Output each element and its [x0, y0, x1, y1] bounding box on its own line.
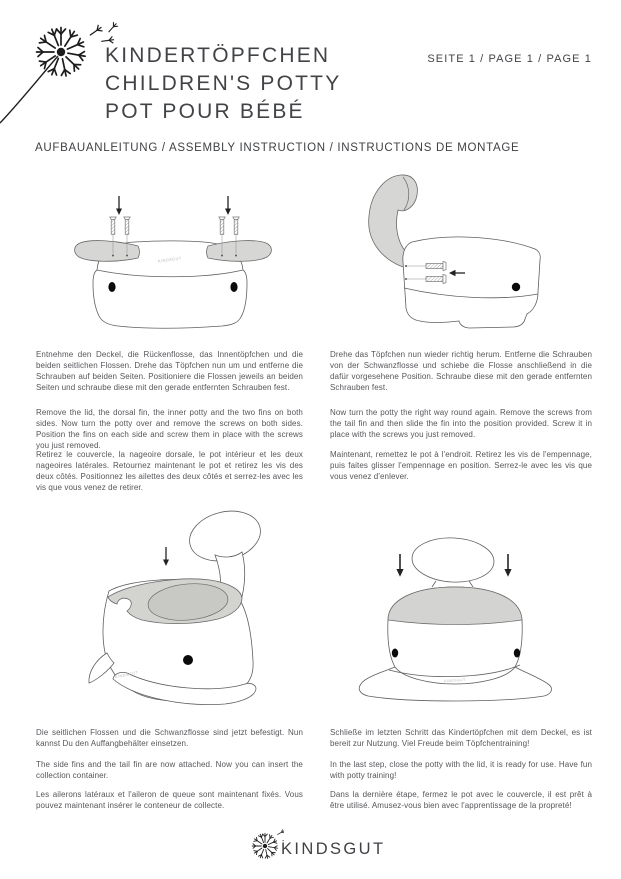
step2-text-fr: Maintenant, remettez le pot à l'endroit. Retirez les vis de l'empennage, puis faites glisser l'empennage en position. Serrez-le avec les vis que vous venez d'enlever. — [330, 450, 592, 481]
lid-dome — [388, 587, 522, 625]
step1-text-de: Entnehme den Deckel, die Rückenflosse, das Innentöpfchen und die beiden seitlichen Flossen. Drehe das Töpfchen nun um und entferne die Schrauben auf beiden Seiten. Positioniere die Flossen jeweils an beiden Seiten und schraube diese mit den gerade entfernten Schrauben fest. — [36, 350, 303, 392]
illustration-step3-insert-container — [75, 505, 295, 715]
step1-text-en: Remove the lid, the dorsal fin, the inner potty and the two fins on both sides. Now turn the potty over and remove the screws on both sides. Position the fins on each side and screw them in place with the screws you just removed. — [36, 408, 303, 450]
dandelion-stem — [0, 56, 58, 123]
arrow-down-icon — [116, 196, 122, 215]
step4-text-de: Schließe im letzten Schritt das Kindertöpfchen mit dem Deckel, es ist bereit zur Nutzung. Viel Freude beim Töpfchentraining! — [330, 728, 592, 748]
section-heading: AUFBAUANLEITUNG / ASSEMBLY INSTRUCTION / INSTRUCTIONS DE MONTAGE — [35, 142, 520, 154]
whale-eye — [392, 649, 398, 658]
whale-eye — [230, 282, 237, 292]
footer-brand-logo — [250, 826, 385, 860]
whale-eye — [512, 283, 520, 291]
embossed-brand-label: KINDSGUT — [157, 255, 182, 264]
whale-eye — [108, 282, 115, 292]
dandelion-head — [37, 28, 86, 77]
step2-text-de: Drehe das Töpfchen nun wieder richtig herum. Entferne die Schrauben von der Schwanzflosse und schiebe die Flosse anschließend in die dafür vorgesehene Position. Schraube diese mit den gerade entfernten Schrauben fest. — [330, 350, 592, 392]
step3-text-de: Die seitlichen Flossen und die Schwanzflosse sind jetzt befestigt. Nun kannst Du den Auffangbehälter einsetzen. — [36, 728, 303, 748]
right-side-fin — [207, 241, 272, 262]
step4-text-fr: Dans la dernière étape, fermez le pot avec le couvercle, il est prêt à être utilisé. Amusez-vous bien avec l'apprentissage de la propreté! — [330, 790, 592, 810]
arrow-down-icon — [504, 554, 511, 577]
step2-text-en: Now turn the potty the right way round again. Remove the screws from the tail fin and then slide the fin into the position provided. Screw it in place with the screws you just removed. — [330, 408, 592, 439]
whale-eye — [514, 649, 520, 658]
title-line-en: CHILDREN'S POTTY — [105, 72, 342, 95]
illustration-step1-attach-side-fins — [60, 195, 280, 335]
step1-text-fr: Retirez le couvercle, la nageoire dorsale, le pot intérieur et les deux nageoires latérales. Retournez maintenant le pot et retirez les vis des deux côtés. Positionnez les ailettes des deux côtés et serrez-les avec les vis que vous venez de retirer. — [36, 450, 303, 492]
illustration-step2-attach-tail-fin — [348, 170, 590, 340]
dandelion-drifting-seed — [107, 22, 118, 34]
dandelion-icon — [250, 826, 284, 860]
title-line-de: KINDERTÖPFCHEN — [105, 44, 331, 67]
document-title — [105, 42, 341, 126]
dandelion-drifting-seed — [88, 25, 103, 38]
title-line-fr: POT POUR BÉBÉ — [105, 100, 305, 123]
embossed-brand-label: KINDSGUT — [444, 677, 466, 684]
arrow-down-icon — [225, 196, 231, 215]
brand-wordmark: KINDSGUT — [281, 840, 386, 858]
step3-text-en: The side fins and the tail fin are now attached. Now you can insert the collection container. — [36, 760, 303, 780]
arrow-down-icon — [163, 547, 169, 566]
step3-text-fr: Les ailerons latéraux et l'aileron de queue sont maintenant fixés. Vous pouvez maintenant insérer le conteneur de collecte. — [36, 790, 303, 810]
left-side-fin — [75, 241, 140, 262]
arrow-down-icon — [396, 554, 403, 577]
embossed-brand-label: KINDSGUT — [114, 669, 139, 680]
step4-text-en: In the last step, close the potty with the lid, it is ready for use. Have fun with potty training! — [330, 760, 592, 780]
tail-fin — [411, 536, 495, 584]
whale-eye — [183, 655, 193, 665]
potty-body-side-view — [403, 237, 540, 328]
page-number-label: SEITE 1 / PAGE 1 / PAGE 1 — [427, 53, 592, 65]
illustration-step4-close-lid — [352, 520, 592, 720]
